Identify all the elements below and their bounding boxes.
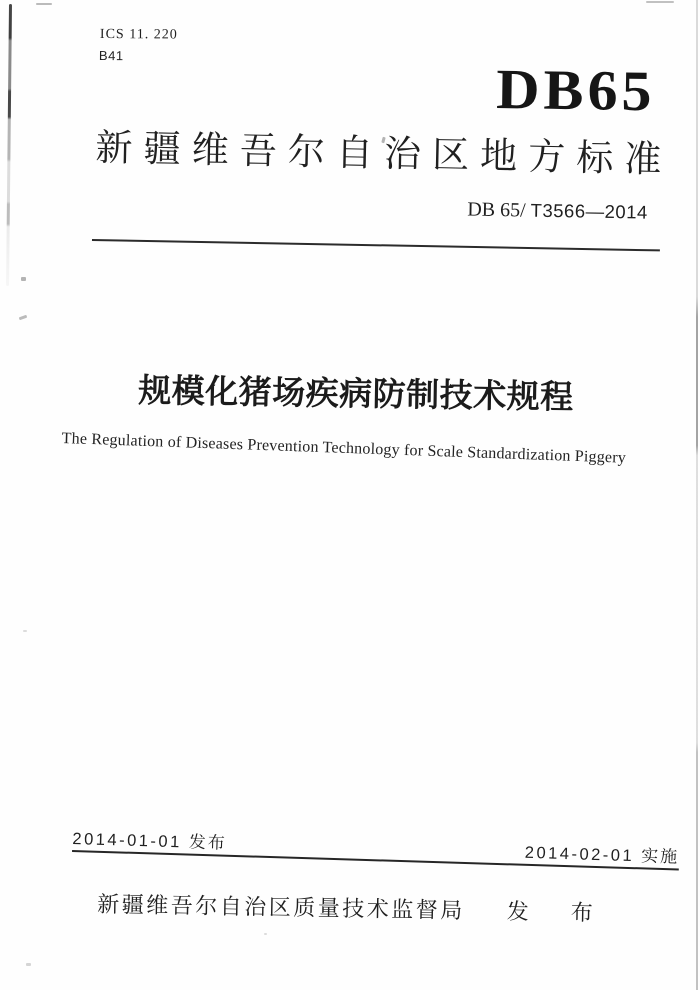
implement-date-label: 实施: [640, 846, 680, 867]
scan-artifact-left-edge: [6, 4, 12, 286]
issue-date-label: 发布: [188, 832, 228, 854]
scan-speck: [26, 963, 31, 966]
publisher-line: [0, 886, 700, 929]
date-band: [72, 820, 680, 871]
publish-action-label: 发 布: [506, 898, 603, 926]
implement-date: [524, 844, 679, 868]
publisher-name: 新疆维吾尔自治区质量技术监督局: [97, 891, 465, 924]
scan-artifact-right-edge: [696, 0, 698, 990]
doc-code-prefix: DB 65/: [467, 198, 526, 222]
standard-doc-code: [380, 197, 648, 225]
classification-code: B41: [98, 48, 124, 64]
scan-speck: [264, 933, 267, 935]
issue-date: [72, 830, 227, 854]
scan-speck: [19, 315, 28, 321]
ics-code: ICS 11. 220: [99, 27, 178, 43]
doc-code-number: T3566—2014: [530, 199, 648, 223]
scan-speck: [36, 3, 52, 5]
issue-date-value: 2014-01-01: [72, 830, 183, 852]
standard-name-cn: 新疆维吾尔自治区地方标准: [95, 126, 662, 180]
implement-date-value: 2014-02-01: [524, 844, 635, 866]
scan-speck: [646, 1, 674, 3]
header-divider: [92, 239, 660, 251]
standard-body-logo: DB65: [495, 57, 657, 123]
scan-speck: [23, 630, 27, 632]
scan-speck: [21, 277, 26, 281]
document-title-en: The Regulation of Diseases Prevention Technology for Scale Standardization Piggery: [61, 430, 627, 467]
document-title-cn: 规模化猪场疾病防制技术规程: [137, 371, 574, 416]
